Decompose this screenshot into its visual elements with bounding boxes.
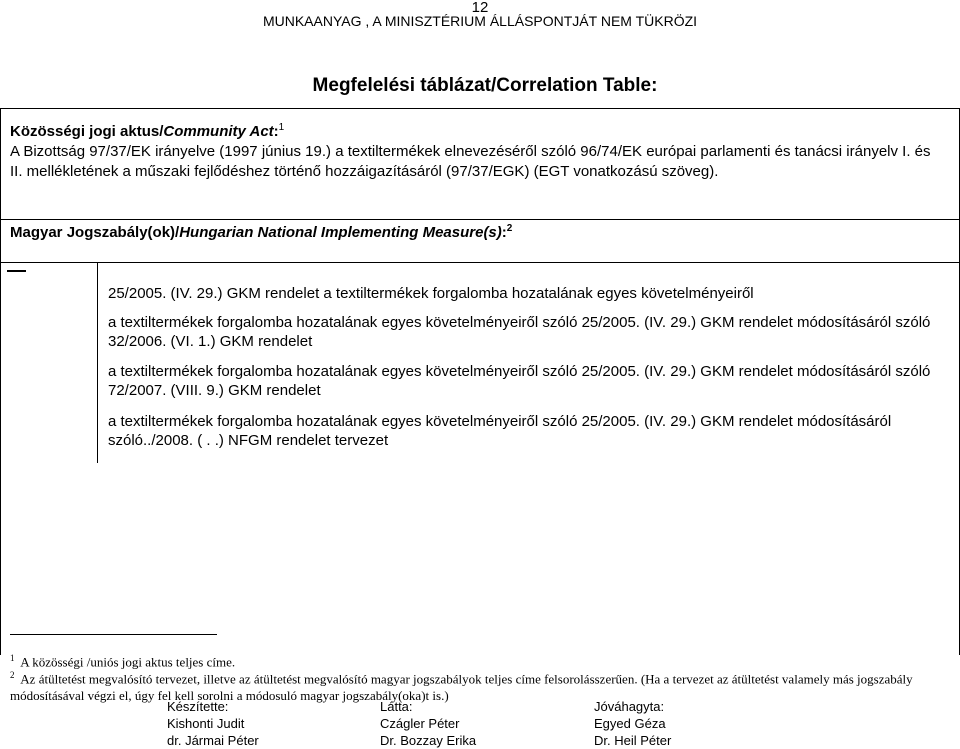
footnote-ref: 2 bbox=[506, 223, 513, 234]
divider bbox=[0, 219, 960, 220]
column-divider bbox=[97, 263, 98, 463]
page-title-text: Megfelelési táblázat/Correlation Table: bbox=[312, 75, 658, 96]
national-measures-heading bbox=[10, 224, 512, 241]
divider bbox=[0, 262, 960, 263]
footnote-2 bbox=[10, 667, 950, 704]
community-act-suffix: : bbox=[273, 123, 279, 140]
national-measures-label: Magyar Jogszabály(ok)/ bbox=[10, 224, 180, 241]
signature-name: Dr. Heil Péter bbox=[594, 733, 672, 748]
community-act-label-italic: Community Act bbox=[163, 123, 274, 140]
signature-role: Jóváhagyta: bbox=[594, 699, 665, 714]
signature-role: Készítette: bbox=[167, 699, 229, 714]
community-act-heading bbox=[10, 122, 284, 142]
footnote-number: 1 bbox=[10, 653, 15, 663]
measure-item: a textiltermékek forgalomba hozatalának egyes követelményeiről szóló 25/2005. (IV. 29.) GKM rendelet módosításáról szóló 72/2007. (VIII. 9.) GKM rendelet bbox=[108, 363, 931, 399]
signature-name: Kishonti Judit bbox=[167, 716, 245, 731]
footnote-text: Az átültetést megvalósító tervezet, illetve az átültetést megvalósító magyar jogszabályok teljes címe felsorolásszerűen. (Ha a tervezet az átültetést valamely más jogszabály módosításával végzi el, úgy fel kell sorolni a módosuló magyar jogszabály(oka)t is.) bbox=[10, 671, 913, 704]
measure-item: a textiltermékek forgalomba hozatalának egyes követelményeiről szóló 25/2005. (IV. 29.) GKM rendelet módosításáról szóló 32/2006. (VI. 1.) GKM rendelet bbox=[108, 314, 931, 350]
draft-disclaimer: MUNKAANYAG , A MINISZTÉRIUM ÁLLÁSPONTJÁT NEM TÜKRÖZI bbox=[262, 13, 698, 29]
measure-item: a textiltermékek forgalomba hozatalának egyes követelményeiről szóló 25/2005. (IV. 29.) GKM rendelet módosításáról szóló../2008. ( . .) NFGM rendelet tervezet bbox=[108, 413, 892, 449]
page-number: 12 bbox=[471, 0, 489, 16]
measure-item: 25/2005. (IV. 29.) GKM rendelet a textiltermékek forgalomba hozatalának egyes követelményeiről bbox=[108, 285, 754, 302]
signature-name: Czágler Péter bbox=[380, 716, 460, 731]
footnote-separator bbox=[10, 634, 217, 635]
community-act-label: Közösségi jogi aktus/ bbox=[10, 123, 164, 140]
signature-role: Látta: bbox=[380, 699, 413, 714]
national-measures-suffix: : bbox=[501, 224, 507, 241]
footnote-text: A közösségi /uniós jogi aktus teljes címe. bbox=[20, 654, 236, 670]
footnote-number: 2 bbox=[10, 670, 15, 680]
signature-block-reviewed bbox=[380, 698, 476, 749]
signature-block-approved bbox=[594, 698, 671, 749]
signature-name: Dr. Bozzay Erika bbox=[380, 733, 477, 748]
community-act-text: A Bizottság 97/37/EK irányelve (1997 június 19.) a textiltermékek elnevezéséről szóló 96/74/EK európai parlamenti és tanácsi irányelv I. és II. mellékletének a műszaki fejlődéshez történő hozzáigazításáról (97/37/EGK) (EGT vonatkozású szöveg). bbox=[10, 143, 931, 180]
national-measures-label-italic: Hungarian National Implementing Measure(s) bbox=[179, 224, 502, 241]
signature-name: Egyed Géza bbox=[594, 716, 666, 731]
row-dash bbox=[7, 270, 26, 272]
signature-block-prepared bbox=[167, 698, 259, 749]
footnote-ref: 1 bbox=[278, 122, 285, 133]
signature-name: dr. Jármai Péter bbox=[167, 733, 259, 748]
page-title bbox=[0, 75, 960, 97]
